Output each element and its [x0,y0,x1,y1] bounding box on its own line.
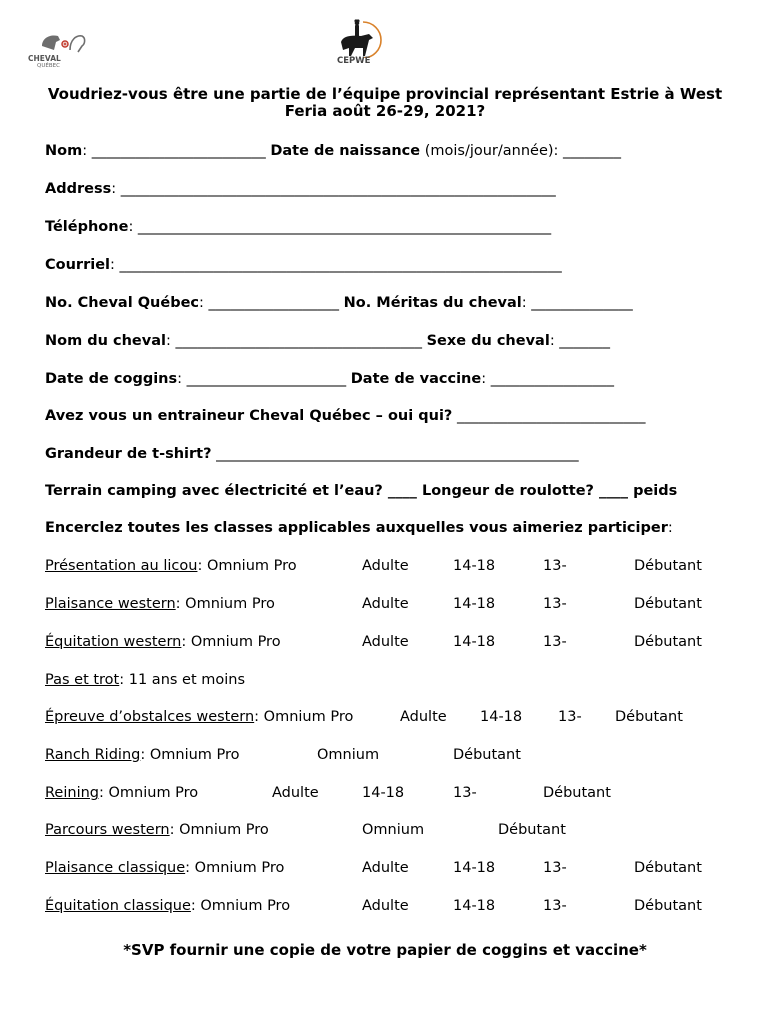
peids-label: peids [633,483,678,499]
vaccine-field[interactable]: : _________________ [481,371,614,387]
row-courriel [45,257,562,273]
class-row [45,898,290,914]
class-option[interactable]: Débutant [634,860,702,876]
class-option[interactable]: Débutant [543,785,611,801]
class-name: Équitation western [45,634,182,650]
address-label: Address [45,181,112,197]
sexe-field[interactable]: : _______ [549,333,611,349]
class-option[interactable]: Adulte [362,860,409,876]
class-colon: : [169,822,180,838]
meritas-label: No. Méritas du cheval [343,295,522,311]
nom-cheval-label: Nom du cheval [45,333,166,349]
cepwe-logo [333,18,385,74]
horse-head-icon [28,30,92,56]
class-option[interactable]: 14-18 [362,785,405,801]
camping-field[interactable]: ____ [382,483,422,499]
class-option[interactable]: Adulte [362,634,409,650]
instructions [45,520,673,536]
class-option[interactable]: 14-18 [453,596,496,612]
row-nom [45,143,621,159]
class-row [45,672,245,688]
tshirt-label: Grandeur de t-shirt? [45,446,212,462]
class-option[interactable]: Adulte [272,785,319,801]
logo-left-line2: QUÉBEC [37,63,60,69]
courriel-field[interactable]: : _____________________________________________________________ [110,257,562,273]
instructions-text: Encerclez toutes les classes applicables auxquelles vous aimeriez participer [45,520,668,536]
class-option[interactable]: Omnium Pro [200,898,291,914]
dob-field[interactable]: (mois/jour/année): ________ [420,143,622,159]
nom-field[interactable]: : ________________________ [82,143,271,159]
class-colon: : [190,898,201,914]
entraineur-field[interactable]: __________________________ [452,408,646,424]
class-option[interactable]: 11 ans et moins [128,672,246,688]
rider-on-horse-icon [333,18,385,58]
class-row [45,822,269,838]
class-colon: : [175,596,186,612]
row-address [45,181,556,197]
row-tshirt [45,446,579,462]
class-colon: : [185,860,195,876]
class-option[interactable]: 14-18 [453,558,496,574]
meritas-field[interactable]: : ______________ [521,295,633,311]
coggins-label: Date de coggins [45,371,178,387]
class-option[interactable]: Adulte [400,709,447,725]
class-colon: : [119,672,129,688]
class-row [45,709,353,725]
class-option[interactable]: Adulte [362,898,409,914]
class-colon: : [140,747,150,763]
row-entraineur [45,408,645,424]
class-name: Présentation au licou [45,558,198,574]
class-row [45,634,281,650]
class-row [45,558,297,574]
class-row [45,596,275,612]
camping-label: Terrain camping avec électricité et l’eau? [45,483,383,499]
nom-label: Nom [45,143,83,159]
class-colon: : [254,709,264,725]
class-option[interactable]: 14-18 [453,634,496,650]
row-coggins [45,371,614,387]
class-name: Ranch Riding [45,747,141,763]
class-option[interactable]: Omnium [317,747,380,763]
logo-left-line1: CHEVAL [28,54,61,63]
telephone-label: Téléphone [45,219,129,235]
nom-cheval-field[interactable]: : __________________________________ [165,333,427,349]
class-option[interactable]: Adulte [362,558,409,574]
class-option[interactable]: Omnium Pro [263,709,354,725]
class-name: Pas et trot [45,672,120,688]
class-row [45,747,240,763]
row-camping [45,483,677,499]
class-option[interactable]: Débutant [634,558,702,574]
roulotte-label: Longeur de roulotte? [421,483,594,499]
class-option[interactable]: Omnium Pro [149,747,240,763]
cheval-quebec-field[interactable]: : __________________ [199,295,344,311]
class-option[interactable]: Omnium Pro [179,822,269,838]
instructions-colon: : [667,520,673,536]
class-name: Reining [45,785,99,801]
class-option[interactable]: 13- [453,785,477,801]
class-option[interactable]: 13- [543,558,567,574]
class-option[interactable]: 14-18 [453,860,496,876]
class-option[interactable]: Débutant [615,709,683,725]
dob-label: Date de naissance [270,143,421,159]
row-cheval-quebec [45,295,633,311]
vaccine-label: Date de vaccine [350,371,482,387]
form-title: Voudriez-vous être une partie de l’équipe provincial représentant Estrie à West Feria août 26-29, 2021? [47,85,723,120]
class-option[interactable]: Débutant [453,747,521,763]
courriel-label: Courriel [45,257,111,273]
class-option[interactable]: Débutant [634,898,702,914]
class-option[interactable]: Omnium Pro [185,596,275,612]
class-name: Équitation classique [45,898,191,914]
class-option[interactable]: Omnium Pro [190,634,281,650]
cheval-quebec-logo [28,30,92,74]
logo-center-caption: CEPWE [337,56,371,66]
class-option[interactable]: 13- [558,709,582,725]
footer-note: *SVP fournir une copie de votre papier de coggins et vaccine* [123,941,647,959]
roulotte-field[interactable]: ____ [593,483,634,499]
class-option[interactable]: 13- [543,634,567,650]
class-option[interactable]: 14-18 [480,709,523,725]
class-name: Parcours western [45,822,170,838]
class-option[interactable]: Débutant [498,822,566,838]
class-option[interactable]: 14-18 [453,898,496,914]
class-option[interactable]: Adulte [362,596,409,612]
entraineur-label: Avez vous un entraineur Cheval Québec – oui qui? [45,408,453,424]
class-option[interactable]: Débutant [634,634,702,650]
class-option[interactable]: 13- [543,898,567,914]
telephone-field[interactable]: : _________________________________________________________ [128,219,552,235]
class-option[interactable]: Omnium Pro [206,558,297,574]
class-option[interactable]: Débutant [634,596,702,612]
class-name: Plaisance western [45,596,176,612]
class-name: Épreuve d’obstalces western [45,709,255,725]
address-field[interactable]: : ____________________________________________________________ [111,181,556,197]
cheval-quebec-label: No. Cheval Québec [45,295,199,311]
class-option[interactable]: 13- [543,596,567,612]
class-colon: : [181,634,191,650]
class-name: Plaisance classique [45,860,186,876]
row-telephone [45,219,551,235]
class-colon: : [99,785,109,801]
sexe-label: Sexe du cheval [426,333,550,349]
class-option[interactable]: Omnium [362,822,425,838]
class-row [45,860,284,876]
class-colon: : [197,558,207,574]
tshirt-field[interactable]: __________________________________________________ [211,446,579,462]
class-row [45,785,198,801]
row-nom-cheval [45,333,610,349]
class-option[interactable]: Omnium Pro [194,860,285,876]
class-option[interactable]: Omnium Pro [108,785,199,801]
class-option[interactable]: 13- [543,860,567,876]
coggins-field[interactable]: : ______________________ [177,371,351,387]
